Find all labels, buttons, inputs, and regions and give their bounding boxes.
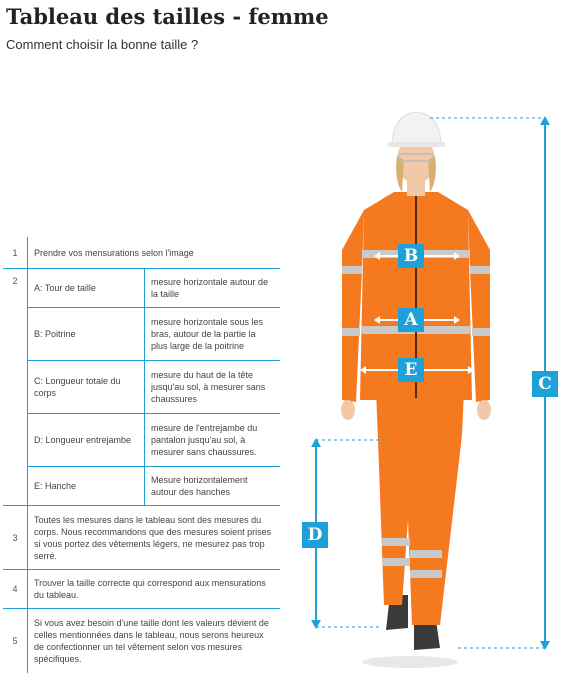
left-cuff-reflective-band [342,328,360,336]
woman-in-workwear-illustration [290,100,567,688]
measure-name: C: Longueur totale du corps [28,361,145,413]
step-text: Si vous avez besoin d'une taille dont les valeurs dévient de celles mentionnées dans le tableau, nous serons heureux de confectionner un tel vêtement selon vos mesures spécifiques. [34,618,269,664]
label-a: A [398,308,424,332]
d-arrow-top [311,438,321,447]
step-number: 4 [3,570,28,608]
floor-shadow [362,656,458,668]
step-text: Toutes les mesures dans le tableau sont des mesures du corps. Nous recommandons que des mesures soient prises si vous portez des vêtements légers, ne mesurez pas trop serré. [34,514,272,561]
trousers [376,390,464,625]
right-reflective-band-2 [410,570,442,578]
step-number: 2 [3,269,28,505]
measure-row-b [28,308,280,361]
label-b: B [398,244,424,268]
left-hand [341,400,355,420]
step-row-5 [3,609,280,673]
safety-helmet [392,112,441,144]
step-number: 5 [3,609,28,673]
label-e: E [398,358,424,382]
measure-name: A: Tour de taille [28,269,145,307]
step-number: 3 [3,506,28,569]
step-row-4 [3,570,280,609]
right-arm-reflective-band [470,266,490,274]
measure-description: mesure horizontale autour de la taille [151,277,269,299]
measure-description: mesure du haut de la tête jusqu'au sol, à mesurer sans chaussures [151,370,266,404]
c-arrow-top [540,116,550,125]
right-cuff-reflective-band [472,328,490,336]
measure-row-e [28,467,280,505]
measure-row-a [28,269,280,308]
measure-description: Mesure horizontalement autour des hanches [151,475,248,497]
step-text: Prendre vos mensurations selon l'image [34,247,194,258]
helmet-brim [388,142,445,147]
step-text: Trouver la taille correcte qui correspond aux mensurations du tableau. [34,578,266,600]
measures-table [28,269,280,505]
c-arrow-bottom [540,641,550,650]
right-hand [477,400,491,420]
right-reflective-band-1 [410,550,442,558]
label-c: C [532,371,558,397]
d-arrow-bottom [311,620,321,629]
measure-name: E: Hanche [28,467,145,505]
step-number: 1 [3,237,28,268]
left-arm-reflective-band [342,266,362,274]
measurement-figure [290,100,567,688]
label-d: D [302,522,328,548]
step-row-1 [3,237,280,269]
steps-table [3,237,280,673]
page-title: Tableau des tailles - femme [6,4,329,29]
measure-description: mesure horizontale sous les bras, autour de la partie la plus large de la poitrine [151,317,264,351]
measure-description: mesure de l'entrejambe du pantalon jusqu'au sol, à mesurer sans chaussures. [151,423,258,457]
step-row-2 [3,269,280,506]
left-reflective-band-2 [382,558,410,566]
measure-name: D: Longueur entrejambe [28,414,145,466]
step-row-3 [3,506,280,570]
measure-name: B: Poitrine [28,308,145,360]
measure-row-d [28,414,280,467]
measure-row-c [28,361,280,414]
left-reflective-band-1 [382,538,410,546]
page-subtitle: Comment choisir la bonne taille ? [6,37,199,52]
